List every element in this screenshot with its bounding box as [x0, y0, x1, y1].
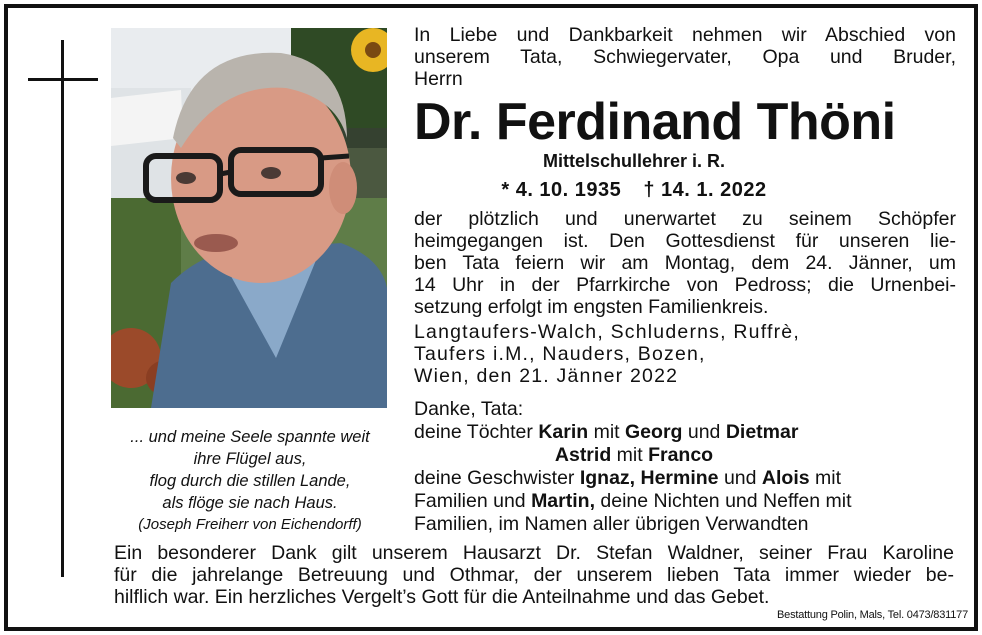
poem	[100, 426, 400, 536]
body-line: der plötzlich und unerwartet zu seinem Schöpfer	[414, 208, 956, 230]
portrait-photo	[111, 28, 387, 408]
text-segment: mit	[809, 467, 842, 489]
deceased-name: Dr. Ferdinand Thöni	[414, 93, 896, 151]
intro-text	[414, 24, 956, 90]
intro-line: In Liebe und Dankbarkeit nehmen wir Abschied von	[414, 24, 956, 46]
text-segment: Karin	[538, 421, 589, 443]
text-segment: Astrid	[554, 444, 612, 466]
life-dates	[414, 179, 854, 202]
text-segment: Alois	[761, 467, 810, 489]
text-segment: deine Töchter	[414, 421, 539, 443]
text-segment: Familien und	[414, 490, 532, 512]
family-line	[414, 444, 854, 467]
poem-line: ... und meine Seele spannte weit	[130, 428, 370, 446]
thanks-line: Danke, Tata:	[414, 398, 524, 420]
family-line: Familien, im Namen aller übrigen Verwandten	[414, 513, 809, 535]
funeral-home-credit: Bestattung Polin, Mals, Tel. 0473/831177	[777, 609, 968, 621]
places-line: Langtaufers-Walch, Schluderns, Ruffrè,	[414, 321, 800, 343]
body-line: 14 Uhr in der Pfarrkirche von Pedross; die Urnenbei-	[414, 274, 956, 296]
family-line	[414, 467, 956, 490]
closing-line: für die jahrelange Betreuung und Othmar, der unserem lieben Tata immer wieder be-	[114, 564, 954, 586]
death-date: † 14. 1. 2022	[643, 179, 767, 201]
poem-line: flog durch die stillen Lande,	[149, 472, 351, 490]
text-segment: Ignaz, Hermine	[579, 467, 719, 489]
closing-thanks	[114, 542, 954, 608]
text-segment: Franco	[648, 444, 714, 466]
cross-icon	[61, 40, 64, 577]
body-line: heimgegangen ist. Den Gottesdienst für unseren lie-	[414, 230, 956, 252]
text-segment: Georg	[625, 421, 683, 443]
poem-line: ihre Flügel aus,	[193, 450, 307, 468]
body-line: ben Tata feiern wir am Montag, dem 24. Jänner, um	[414, 252, 956, 274]
family-line	[414, 490, 956, 513]
text-segment: deine Nichten und Neffen mit	[594, 490, 852, 512]
text-segment: mit	[611, 444, 649, 466]
text-segment: und	[682, 421, 726, 443]
deceased-title: Mittelschullehrer i. R.	[542, 151, 726, 171]
poem-line: als flöge sie nach Haus.	[162, 494, 338, 512]
places-date	[414, 321, 956, 387]
mourners	[414, 398, 956, 536]
intro-line: unserem Tata, Schwiegervater, Opa und Bruder,	[414, 46, 956, 68]
places-line: Wien, den 21. Jänner 2022	[414, 365, 679, 387]
family-line	[414, 421, 956, 444]
birth-date: * 4. 10. 1935	[501, 179, 622, 201]
announcement-text	[414, 208, 956, 318]
places-line: Taufers i.M., Nauders, Bozen,	[414, 343, 706, 365]
intro-line: Herrn	[414, 68, 463, 90]
text-segment: und	[718, 467, 762, 489]
body-line: setzung erfolgt im engsten Familienkreis.	[414, 296, 769, 318]
text-segment: mit	[588, 421, 626, 443]
text-segment: deine Geschwister	[414, 467, 580, 489]
text-segment: Dietmar	[725, 421, 799, 443]
closing-line: hilflich war. Ein herzliches Vergelt’s Gott für die Anteilnahme und das Gebet.	[114, 586, 770, 608]
cross-icon-bar	[28, 78, 98, 81]
closing-line: Ein besonderer Dank gilt unserem Hausarzt Dr. Stefan Waldner, seiner Frau Karoline	[114, 542, 954, 564]
poem-author: (Joseph Freiherr von Eichendorff)	[138, 516, 362, 533]
text-segment: Martin,	[531, 490, 595, 512]
